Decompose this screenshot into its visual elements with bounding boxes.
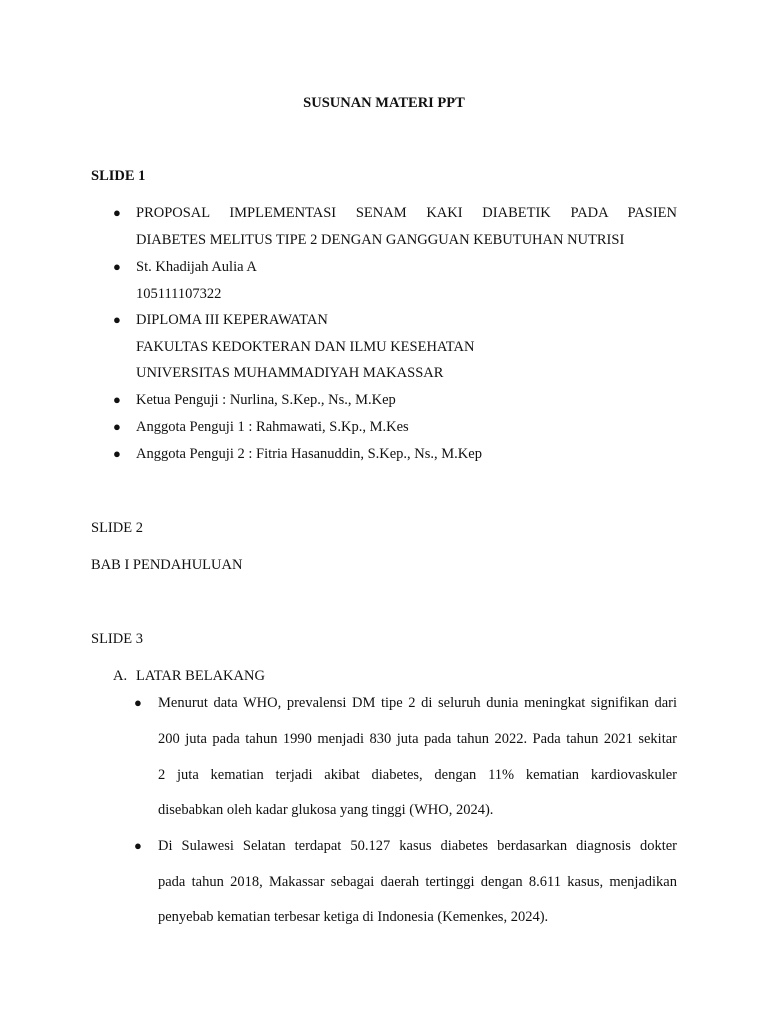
slide-1-bullet-4: Ketua Penguji : Nurlina, S.Kep., Ns., M.Kep [136,392,396,408]
bullet-icon: ● [113,419,121,434]
bullet-icon: ● [113,205,121,220]
document-title: SUSUNAN MATERI PPT [303,95,465,111]
bullet-icon: ● [113,446,121,461]
section-marker: A. [113,668,128,684]
slide-3-bullet-1-line-2: 200 juta pada tahun 1990 menjadi 830 juta pada tahun 2022. Pada tahun 2021 sekitar [158,731,677,747]
section-title: LATAR BELAKANG [136,668,265,684]
slide-3-bullet-1-line-3: 2 juta kematian terjadi akibat diabetes, dengan 11% kematian kardiovaskuler [158,767,677,783]
slide-1-heading: SLIDE 1 [91,168,146,184]
slide-1-bullet-2-line-2: 105111107322 [136,286,222,302]
slide-3-bullet-2-line-2: pada tahun 2018, Makassar sebagai daerah tertinggi dengan 8.611 kasus, menjadikan [158,874,677,890]
slide-1-bullet-5: Anggota Penguji 1 : Rahmawati, S.Kp., M.Kes [136,419,409,435]
bullet-icon: ● [113,312,121,327]
slide-1-bullet-6: Anggota Penguji 2 : Fitria Hasanuddin, S.Kep., Ns., M.Kep [136,446,482,462]
slide-3-bullet-1-line-1: Menurut data WHO, prevalensi DM tipe 2 di seluruh dunia meningkat signifikan dari [158,695,677,711]
slide-3-bullet-2-line-1: Di Sulawesi Selatan terdapat 50.127 kasus diabetes berdasarkan diagnosis dokter [158,838,677,854]
slide-1-bullet-2-line-1: St. Khadijah Aulia A [136,259,257,275]
slide-1-bullet-3-line-1: DIPLOMA III KEPERAWATAN [136,312,328,328]
bullet-icon: ● [134,695,142,710]
bullet-icon: ● [134,838,142,853]
slide-2-heading: SLIDE 2 [91,520,143,536]
slide-1-bullet-3-line-2: FAKULTAS KEDOKTERAN DAN ILMU KESEHATAN [136,339,475,355]
slide-1-bullet-1-line-1: PROPOSAL IMPLEMENTASI SENAM KAKI DIABETIK PADA PASIEN [136,205,677,221]
slide-1-bullet-3-line-3: UNIVERSITAS MUHAMMADIYAH MAKASSAR [136,365,444,381]
slide-3-bullet-2-line-3: penyebab kematian terbesar ketiga di Indonesia (Kemenkes, 2024). [158,909,549,925]
slide-3-heading: SLIDE 3 [91,631,143,647]
bullet-icon: ● [113,392,121,407]
slide-2-content: BAB I PENDAHULUAN [91,557,243,573]
slide-3-bullet-1-line-4: disebabkan oleh kadar glukosa yang tinggi (WHO, 2024). [158,802,494,818]
bullet-icon: ● [113,259,121,274]
slide-1-bullet-1-line-2: DIABETES MELITUS TIPE 2 DENGAN GANGGUAN KEBUTUHAN NUTRISI [136,232,625,248]
